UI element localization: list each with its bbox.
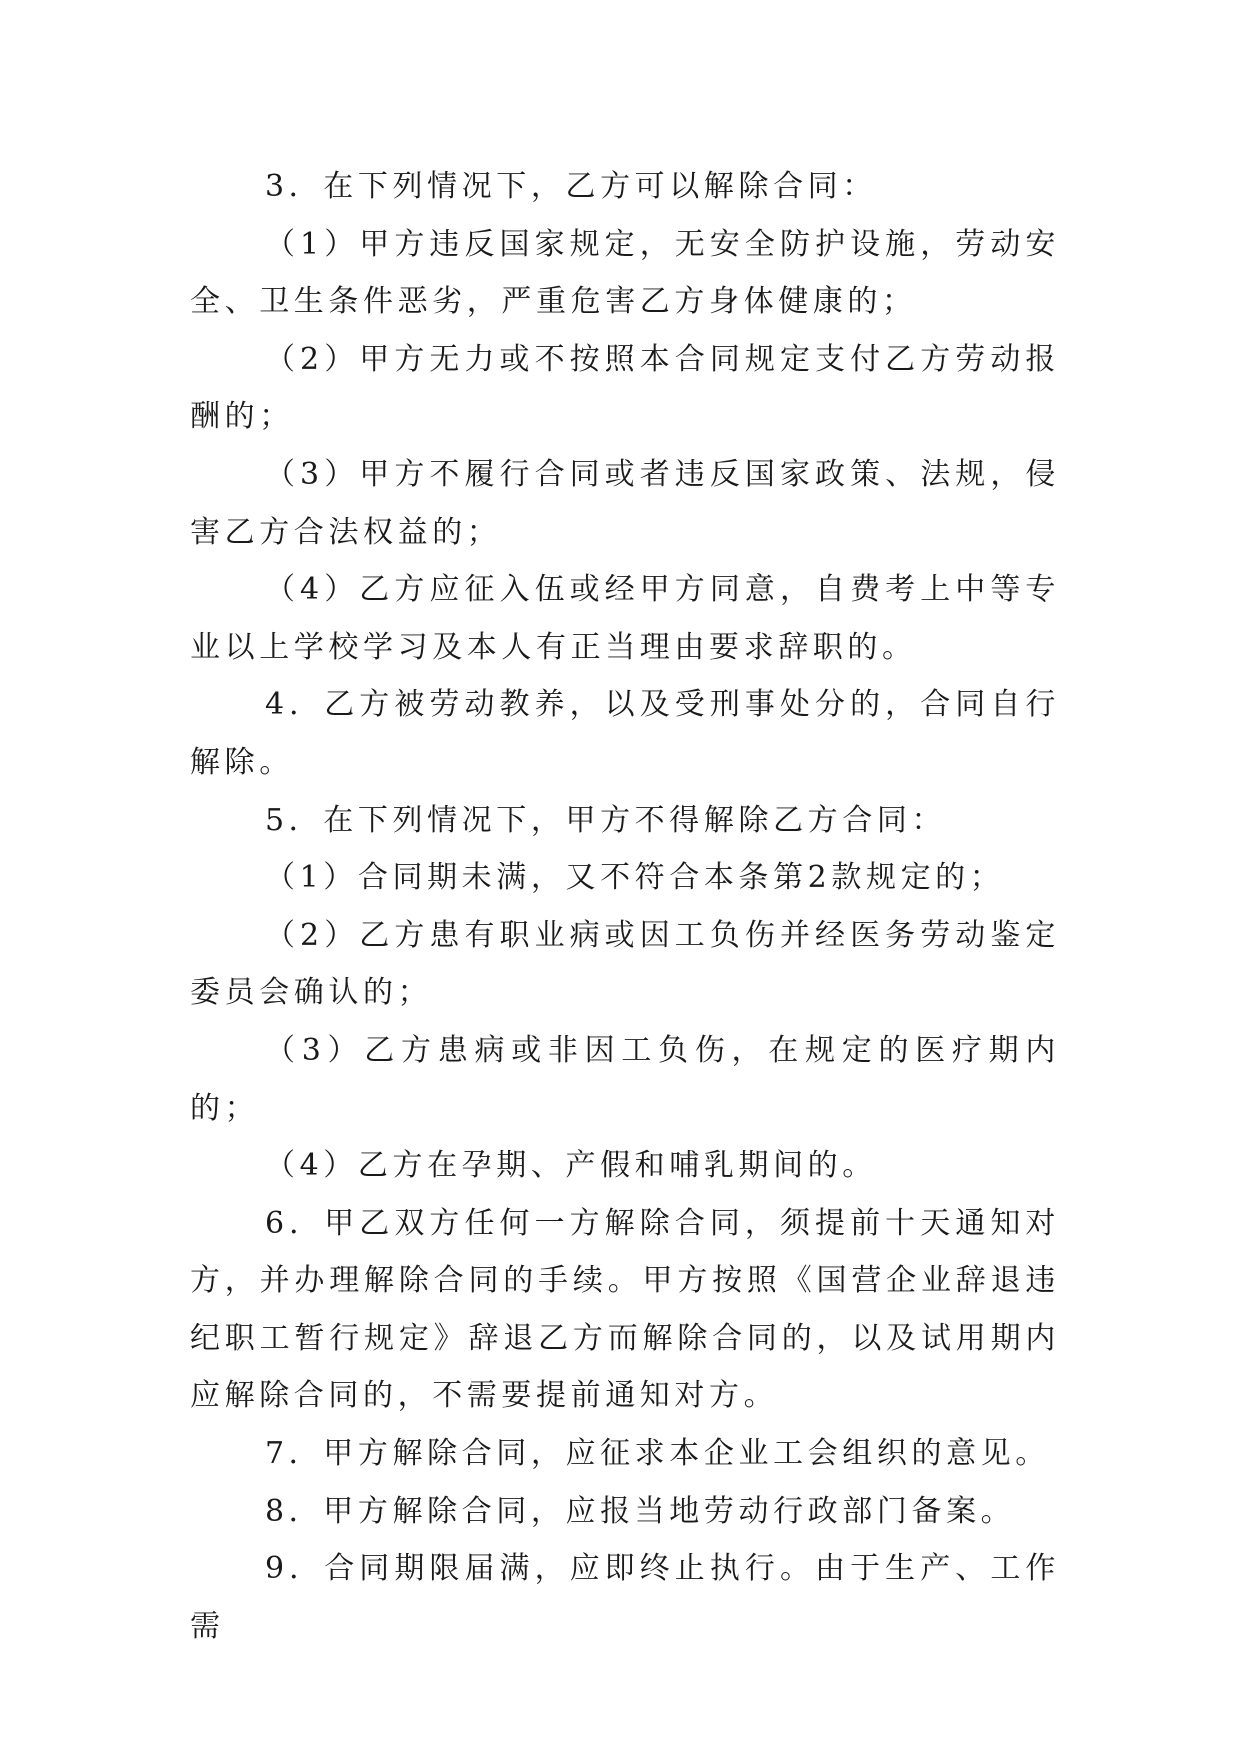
paragraph-clause-5: 5．在下列情况下，甲方不得解除乙方合同： — [265, 802, 947, 838]
paragraph-clause-5-item-3: （3）乙方患病或非因工负伤，在规定的医疗期内的； — [190, 1032, 1060, 1126]
paragraph-clause-3-item-1: （1）甲方违反国家规定，无安全防护设施，劳动安全、卫生条件恶劣，严重危害乙方身体健康的； — [190, 226, 1060, 320]
paragraph-clause-3-item-4: （4）乙方应征入伍或经甲方同意，自费考上中等专业以上学校学习及本人有正当理由要求辞职的。 — [190, 572, 1060, 665]
paragraph-clause-8: 8．甲方解除合同，应报当地劳动行政部门备案。 — [265, 1493, 1016, 1529]
paragraph-clause-3: 3．在下列情况下，乙方可以解除合同： — [265, 169, 877, 204]
paragraph-clause-5-item-2: （2）乙方患有职业病或因工负伤并经医务劳动鉴定委员会确认的； — [190, 917, 1060, 1011]
paragraph-clause-9: 9．合同期限届满，应即终止执行。由于生产、工作需 — [190, 1551, 1060, 1644]
paragraph-clause-3-item-3: （3）甲方不履行合同或者违反国家政策、法规，侵害乙方合法权益的； — [190, 456, 1060, 550]
document-body — [190, 158, 1060, 1655]
paragraph-clause-4: 4．乙方被劳动教养，以及受刑事处分的，合同自行解除。 — [190, 687, 1060, 780]
paragraph-clause-7: 7．甲方解除合同，应征求本企业工会组织的意见。 — [265, 1436, 1050, 1472]
paragraph-clause-6: 6．甲乙双方任何一方解除合同，须提前十天通知对方，并办理解除合同的手续。甲方按照《国营企业辞退违纪职工暂行规定》辞退乙方而解除合同的，以及试用期内应解除合同的，不需要提前通知对方。 — [190, 1205, 1060, 1414]
paragraph-clause-5-item-4: （4）乙方在孕期、产假和哺乳期间的。 — [265, 1148, 877, 1184]
paragraph-clause-3-item-2: （2）甲方无力或不按照本合同规定支付乙方劳动报酬的； — [190, 341, 1060, 435]
paragraph-clause-5-item-1: （1）合同期未满，又不符合本条第2款规定的； — [265, 860, 1005, 896]
